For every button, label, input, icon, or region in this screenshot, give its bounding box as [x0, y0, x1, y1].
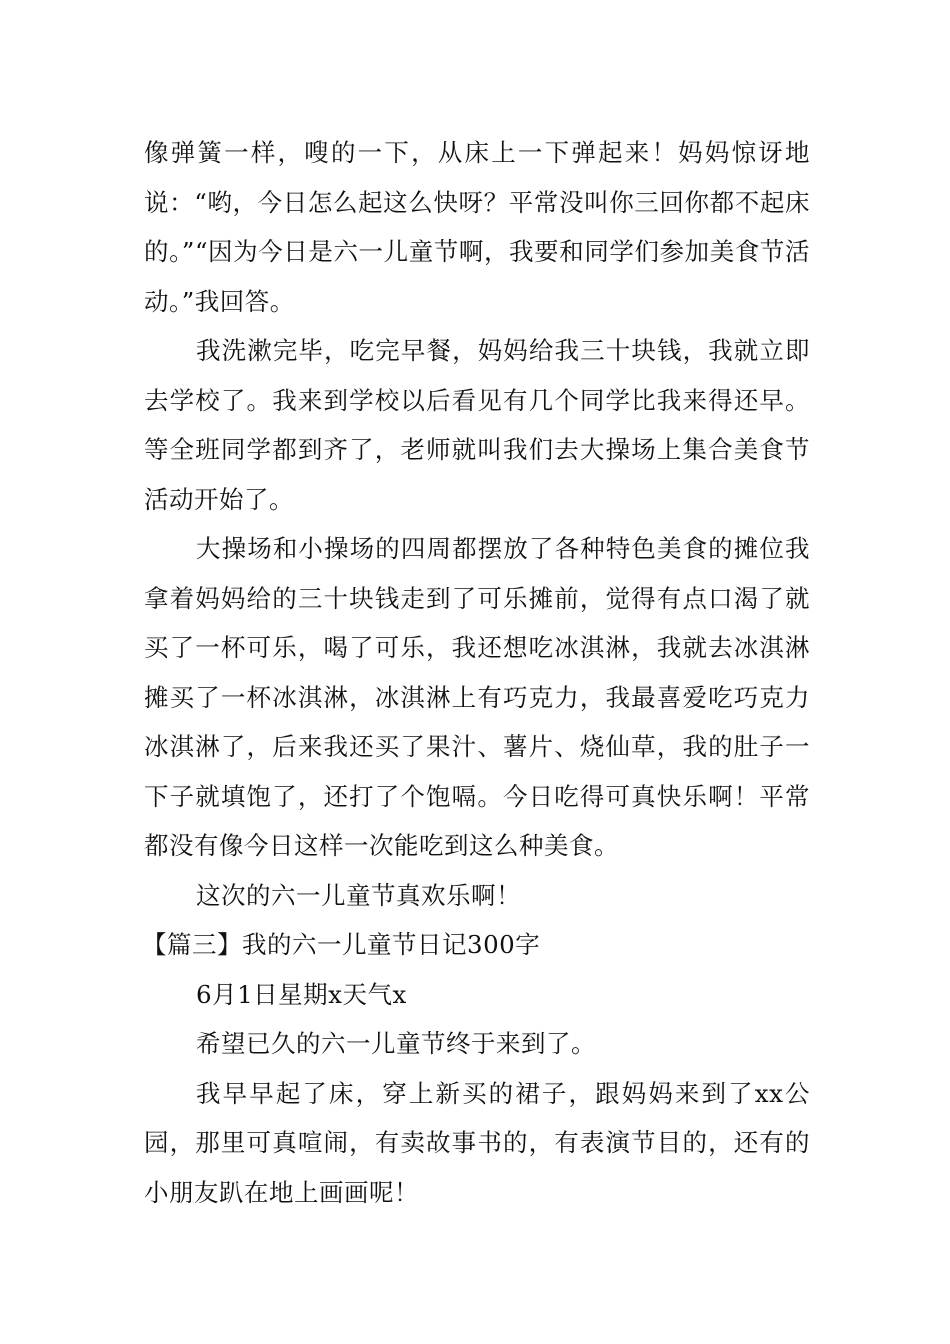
paragraph-park: 我早早起了床，穿上新买的裙子，跟妈妈来到了xx公园，那里可真喧闹，有卖故事书的，有表演节目的，还有的小朋友趴在地上画画呢！ [144, 1078, 810, 1207]
paragraph-continued: 像弹簧一样，嗖的一下，从床上一下弹起来！妈妈惊讶地说：“哟，今日怎么起这么快呀？平常没叫你三回你都不起床的。”“因为今日是六一儿童节啊，我要和同学们参加美食节活动。”我回答。 [144, 138, 810, 316]
paragraph-breakfast: 我洗漱完毕，吃完早餐，妈妈给我三十块钱，我就立即去学校了。我来到学校以后看见有几个同学比我来得还早。等全班同学都到齐了，老师就叫我们去大操场上集合美食节活动开始了。 [144, 336, 810, 514]
paragraph-food-stalls: 大操场和小操场的四周都摆放了各种特色美食的摊位我拿着妈妈给的三十块钱走到了可乐摊前，觉得有点口渴了就买了一杯可乐，喝了可乐，我还想吃冰淇淋，我就去冰淇淋摊买了一杯冰淇淋，冰淇淋上有巧克力，我最喜爱吃巧克力冰淇淋了，后来我还买了果汁、薯片、烧仙草，我的肚子一下子就填饱了，还打了个饱嗝。今日吃得可真快乐啊！平常都没有像今日这样一次能吃到这么种美食。 [144, 534, 810, 860]
paragraph-anticipation: 希望已久的六一儿童节终于来到了。 [196, 1029, 596, 1058]
paragraph-conclusion: 这次的六一儿童节真欢乐啊！ [196, 880, 521, 910]
section-heading: 【篇三】我的六一儿童节日记300字 [142, 930, 541, 959]
paragraph-date-weather: 6月1日星期x天气x [196, 979, 407, 1009]
